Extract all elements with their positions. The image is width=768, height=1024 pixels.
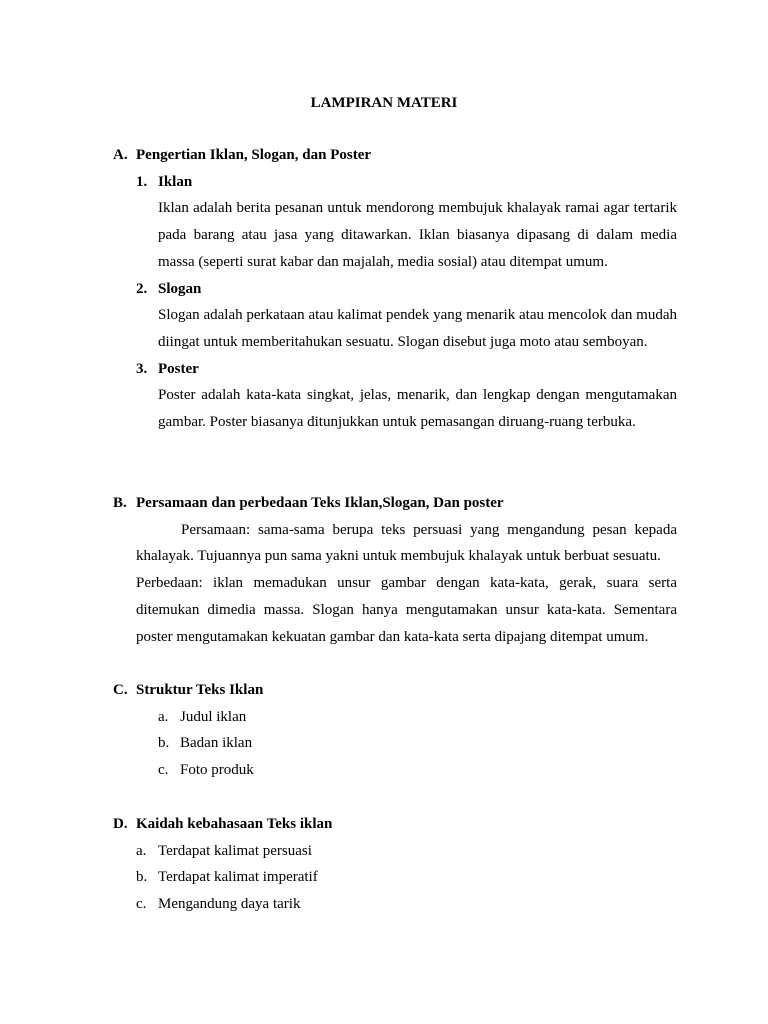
list-item <box>136 864 677 891</box>
section-b-heading <box>113 490 677 517</box>
list-item-number: 2. <box>136 280 148 297</box>
list-item-slogan-heading <box>136 276 677 303</box>
section-d-heading <box>113 811 677 838</box>
list-item-marker: c. <box>136 896 147 913</box>
list-item-marker: a. <box>136 842 147 859</box>
section-a-list <box>113 169 677 436</box>
list-item-iklan-heading <box>136 169 677 196</box>
section-a-marker: A. <box>113 147 128 163</box>
section-b-marker: B. <box>113 495 127 511</box>
section-b-title: Persamaan dan perbedaan Teks Iklan,Slogan, Dan poster <box>136 495 504 511</box>
slogan-definition: Slogan adalah perkataan atau kalimat pendek yang menarik atau mencolok dan mudah diingat untuk memberitahukan sesuatu. Slogan disebut juga moto atau semboyan. <box>158 307 677 350</box>
difference-paragraph: Perbedaan: iklan memadukan unsur gambar dengan kata-kata, gerak, suara serta ditemukan dimedia massa. Slogan hanya mengutamakan unsur kata-kata. Sementara poster mengutamakan kekuatan gambar dan kata-kata serta dipajang ditempat umum. <box>136 575 677 645</box>
list-item-title: Poster <box>158 360 199 377</box>
list-item-text: Foto produk <box>180 762 254 779</box>
iklan-definition: Iklan adalah berita pesanan untuk mendorong membujuk khalayak ramai agar tertarik pada barang atau jasa yang ditawarkan. Iklan biasanya dipasang di dalam media massa (seperti surat kabar dan majalah, media sosial) atau ditempat umum. <box>158 200 677 270</box>
section-a-heading <box>113 142 677 169</box>
similarity-paragraph: Persamaan: sama-sama berupa teks persuasi yang mengandung pesan kepada khalayak. Tujuannya pun sama yakni untuk membujuk khalayak untuk berbuat sesuatu. <box>136 521 677 565</box>
section-c-marker: C. <box>113 682 128 698</box>
list-item-number: 1. <box>136 173 148 190</box>
section-c <box>113 677 677 784</box>
list-item <box>136 891 677 918</box>
list-item-marker: a. <box>158 708 169 725</box>
section-d <box>113 811 677 918</box>
list-item-marker: c. <box>158 762 169 779</box>
section-c-heading <box>113 677 677 704</box>
list-item-text: Terdapat kalimat imperatif <box>158 869 318 886</box>
list-item-title: Slogan <box>158 280 202 297</box>
section-b-body <box>113 517 677 651</box>
section-c-title: Struktur Teks Iklan <box>136 682 264 698</box>
section-d-title: Kaidah kebahasaan Teks iklan <box>136 816 333 832</box>
section-c-list <box>113 704 677 784</box>
section-a-title: Pengertian Iklan, Slogan, dan Poster <box>136 147 372 163</box>
list-item-text: Terdapat kalimat persuasi <box>158 842 312 859</box>
list-item <box>158 704 677 731</box>
page-title: LAMPIRAN MATERI <box>310 95 458 111</box>
section-d-list <box>113 838 677 918</box>
list-item <box>136 838 677 865</box>
list-item-text: Badan iklan <box>180 735 253 752</box>
list-item-marker: b. <box>136 869 148 886</box>
list-item-text: Judul iklan <box>180 708 247 725</box>
list-item-text: Mengandung daya tarik <box>158 896 301 913</box>
list-item <box>158 757 677 784</box>
poster-definition: Poster adalah kata-kata singkat, jelas, menarik, dan lengkap dengan mengutamakan gambar. Poster biasanya ditunjukkan untuk pemasangan diruang-ruang terbuka. <box>158 387 677 431</box>
list-item-marker: b. <box>158 735 170 752</box>
list-item-poster-heading <box>136 356 677 383</box>
section-d-marker: D. <box>113 816 128 832</box>
section-a <box>113 142 677 436</box>
list-item-title: Iklan <box>158 173 193 190</box>
list-item <box>158 730 677 757</box>
section-b <box>113 490 677 650</box>
list-item-number: 3. <box>136 360 148 377</box>
